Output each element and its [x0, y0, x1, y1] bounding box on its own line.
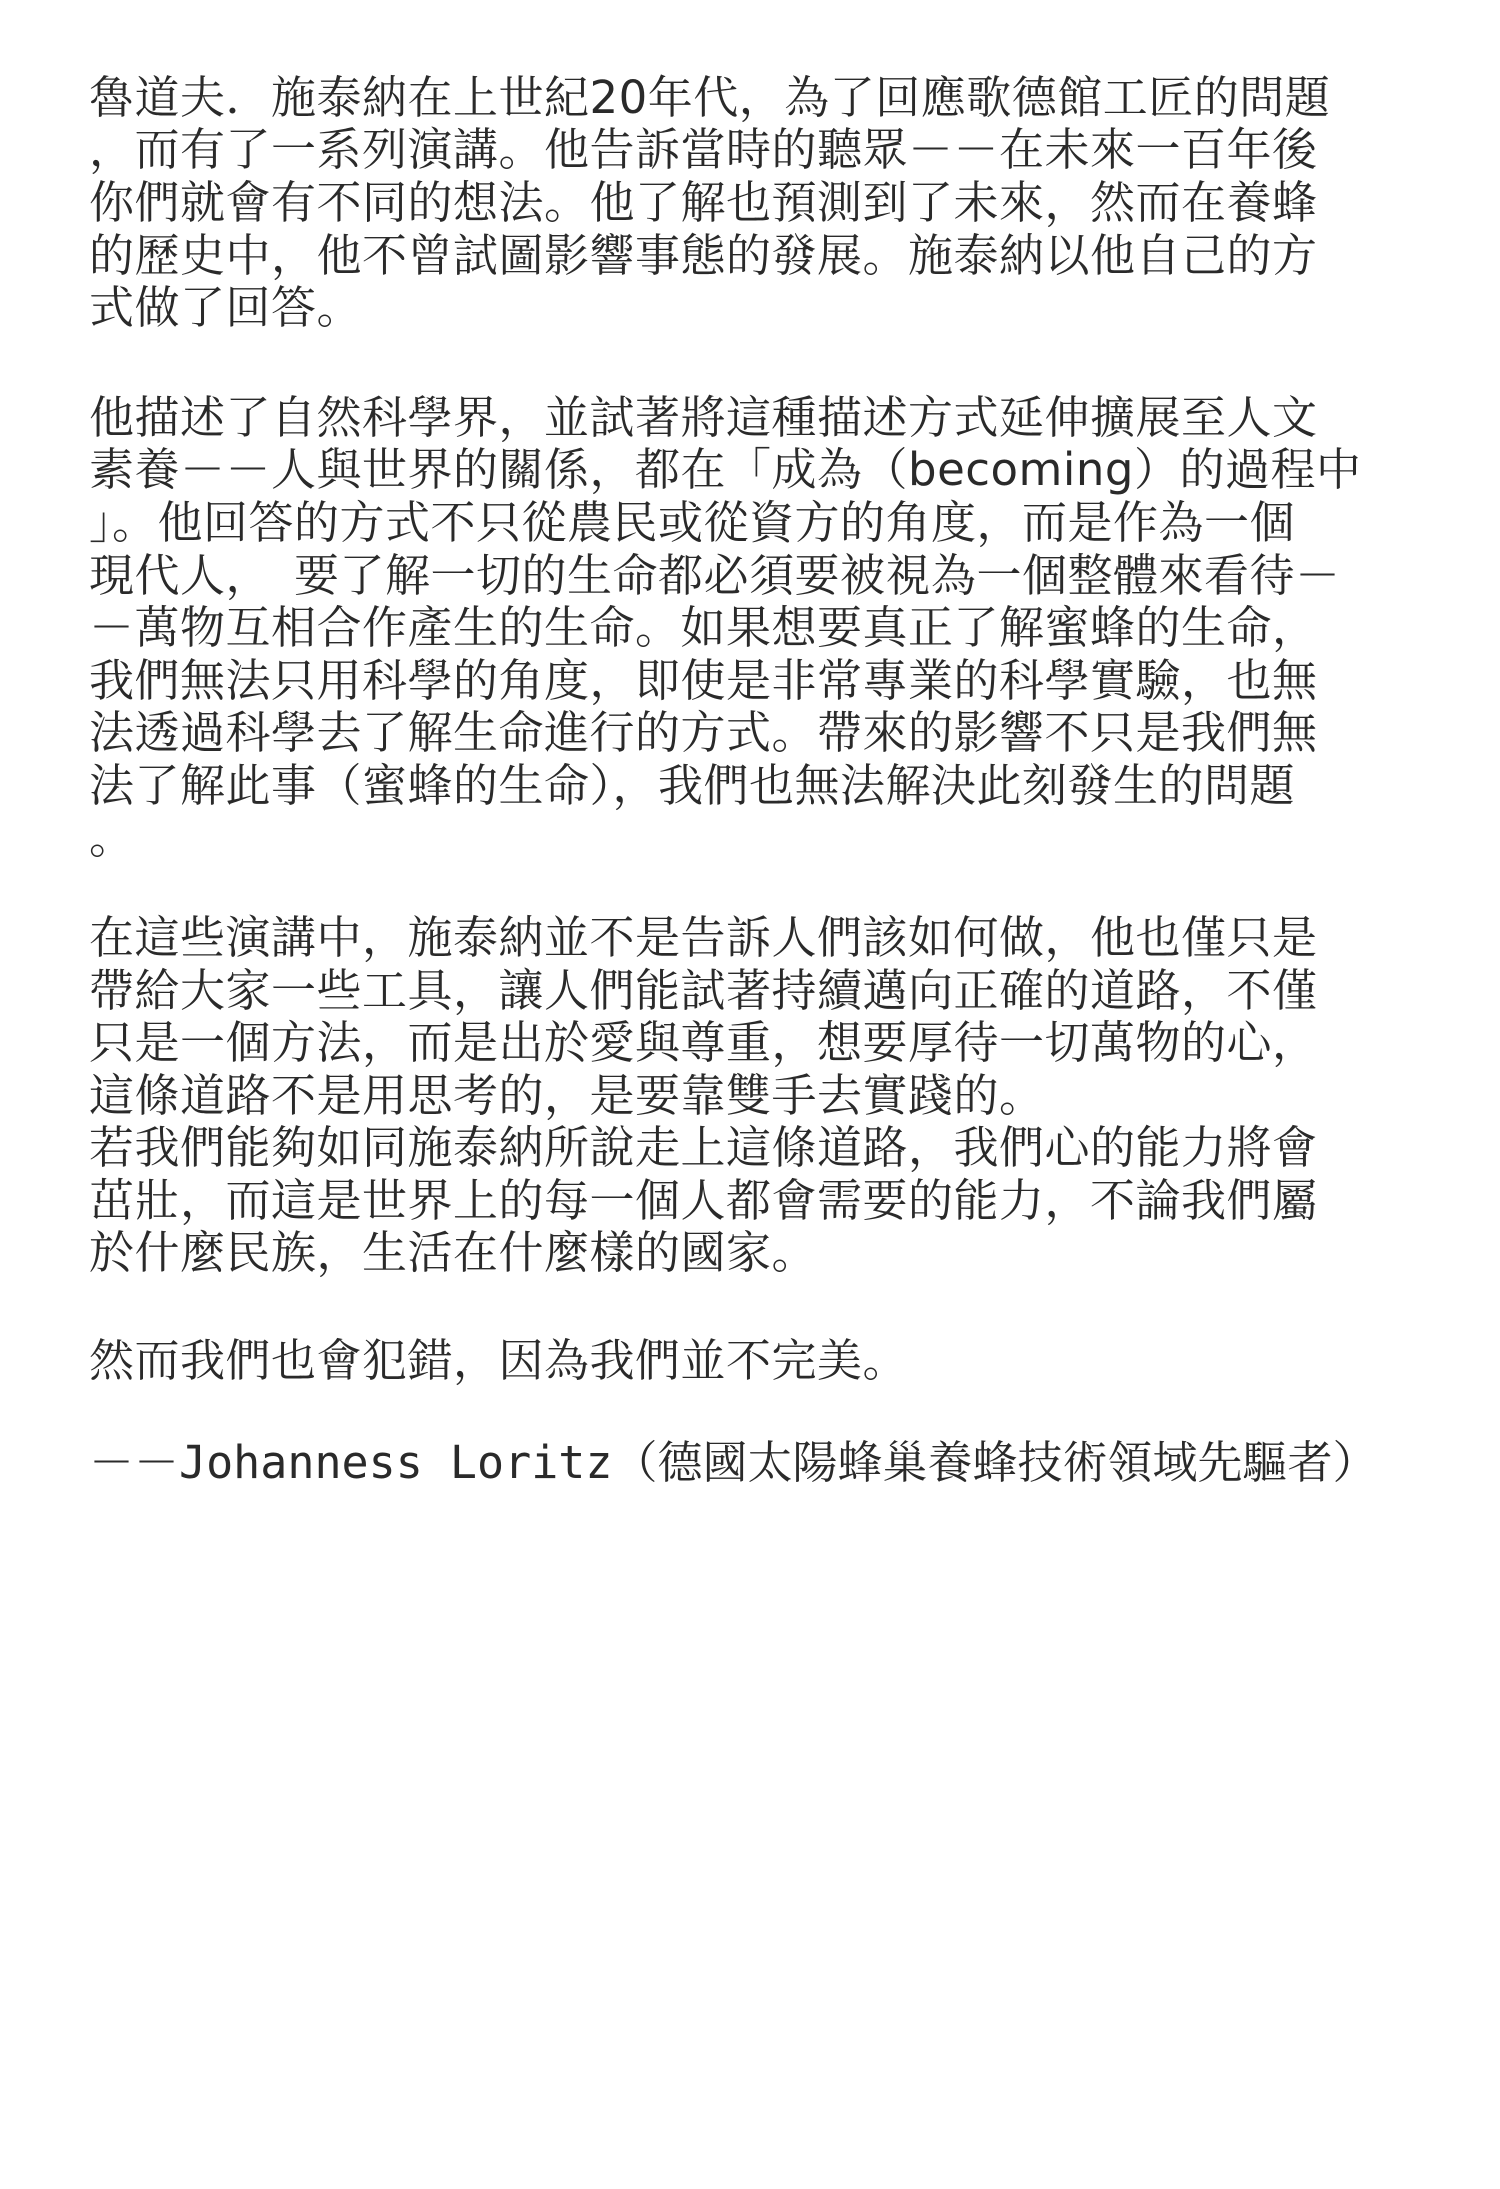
paragraph-2-line-8: 法了解此事（蜜蜂的生命），我們也無法解決此刻發生的問題	[89, 759, 1296, 812]
paragraph-2-line-3: 」。他回答的方式不只從農民或從資方的角度，而是作為一個	[89, 496, 1296, 549]
paragraph-2-line-2: 素養－－人與世界的關係，都在「成為（becoming）的過程中	[89, 443, 1362, 496]
paragraph-2-line-4: 現代人， 要了解一切的生命都必須要被視為一個整體來看待－	[89, 549, 1341, 602]
paragraph-3-line-3: 只是一個方法，而是出於愛與尊重，想要厚待一切萬物的心，	[89, 1016, 1318, 1069]
paragraph-3-line-5: 若我們能夠如同施泰納所說走上這條道路，我們心的能力將會	[89, 1121, 1318, 1174]
paragraph-3-line-7: 於什麼民族，生活在什麼樣的國家。	[89, 1226, 818, 1279]
signature-attribution: －－Johanness Loritz（德國太陽蜂巢養蜂技術領域先驅者）	[89, 1436, 1378, 1489]
paragraph-2-line-9: 。	[89, 811, 135, 864]
paragraph-3-line-2: 帶給大家一些工具，讓人們能試著持續邁向正確的道路，不僅	[89, 964, 1318, 1017]
paragraph-1-line-4: 的歷史中，他不曾試圖影響事態的發展。施泰納以他自己的方	[89, 229, 1318, 282]
paragraph-1-line-5: 式做了回答。	[89, 281, 363, 334]
paragraph-1-line-1: 魯道夫．施泰納在上世紀20年代，為了回應歌德館工匠的問題	[89, 71, 1331, 124]
paragraph-2-line-7: 法透過科學去了解生命進行的方式。帶來的影響不只是我們無	[89, 706, 1318, 759]
paragraph-4-line-1: 然而我們也會犯錯，因為我們並不完美。	[89, 1334, 909, 1387]
paragraph-3-line-6: 茁壯，而這是世界上的每一個人都會需要的能力，不論我們屬	[89, 1174, 1318, 1227]
paragraph-2-line-1: 他描述了自然科學界，並試著將這種描述方式延伸擴展至人文	[89, 391, 1318, 444]
paragraph-3-line-4: 這條道路不是用思考的，是要靠雙手去實踐的。	[89, 1069, 1045, 1122]
paragraph-2-line-6: 我們無法只用科學的角度，即使是非常專業的科學實驗，也無	[89, 654, 1318, 707]
paragraph-3-line-1: 在這些演講中，施泰納並不是告訴人們該如何做，他也僅只是	[89, 911, 1318, 964]
paragraph-1-line-2: ，而有了一系列演講。他告訴當時的聽眾－－在未來一百年後	[89, 123, 1318, 176]
paragraph-1-line-3: 你們就會有不同的想法。他了解也預測到了未來，然而在養蜂	[89, 176, 1318, 229]
paragraph-2-line-5: －萬物互相合作產生的生命。如果想要真正了解蜜蜂的生命，	[89, 601, 1318, 654]
